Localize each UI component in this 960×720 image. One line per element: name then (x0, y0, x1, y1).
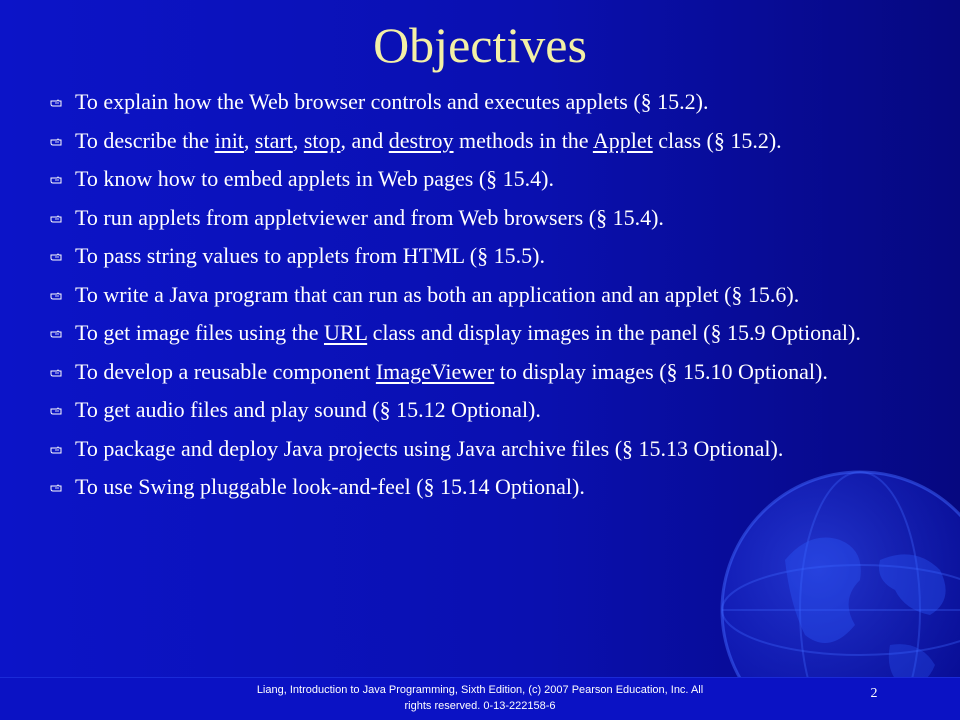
objective-item (50, 319, 930, 346)
code-term: stop (303, 127, 341, 153)
text-segment: to display images (§ 15.10 Optional). (494, 358, 828, 384)
text-segment: To write a Java program that can run as both an application and an applet (§ 15.6). (75, 281, 800, 307)
objective-item (50, 88, 930, 115)
text-segment: To describe the (75, 127, 215, 153)
pointing-hand-icon (50, 328, 62, 340)
code-term: URL (323, 320, 368, 345)
pointing-hand-icon (50, 251, 62, 263)
pointing-hand-icon (50, 136, 62, 148)
pointing-hand-icon (50, 290, 62, 302)
objective-text (75, 320, 861, 345)
objective-text (75, 205, 664, 230)
objective-item (50, 473, 930, 500)
text-segment: , (292, 127, 304, 153)
objective-item (50, 127, 930, 154)
text-segment: To package and deploy Java projects using Java archive files (§ 15.13 Optional). (75, 435, 784, 461)
objective-text (75, 89, 709, 114)
objective-item (50, 242, 930, 269)
objectives-list (50, 88, 930, 512)
text-segment: class and display images in the panel (§ 15.9 Optional). (367, 320, 861, 345)
objective-text (75, 397, 541, 422)
text-segment: methods in the (453, 127, 593, 153)
objective-item (50, 396, 930, 423)
pointing-hand-icon (50, 174, 62, 186)
text-segment: To get image files using the (75, 320, 324, 345)
code-term: start (254, 127, 293, 153)
objective-item (50, 165, 930, 192)
text-segment: , (243, 127, 255, 153)
pointing-hand-icon (50, 367, 62, 379)
footer-citation (180, 682, 780, 714)
pointing-hand-icon (50, 405, 62, 417)
code-term: init (214, 127, 244, 153)
objective-text (75, 166, 554, 191)
page-number: 2 (870, 686, 878, 701)
text-segment: To explain how the Web browser controls and executes applets (§ 15.2). (75, 89, 709, 114)
objective-text (75, 474, 585, 499)
objective-item (50, 435, 930, 462)
objective-text (75, 359, 828, 384)
code-term: ImageViewer (375, 358, 495, 384)
text-segment: To develop a reusable component (75, 358, 376, 384)
objective-text (75, 282, 799, 307)
text-segment: To pass string values to applets from HTML (§ 15.5). (75, 243, 545, 268)
pointing-hand-icon (50, 213, 62, 225)
objective-text (75, 243, 545, 268)
code-term: Applet (592, 127, 653, 153)
text-segment: , and (340, 127, 389, 153)
objective-item (50, 281, 930, 308)
footer-line-1: Liang, Introduction to Java Programming, Sixth Edition, (c) 2007 Pearson Education, Inc. All (256, 684, 704, 696)
slide-title: Objectives (373, 17, 587, 73)
pointing-hand-icon (50, 97, 62, 109)
objective-item (50, 204, 930, 231)
footer-line-2: rights reserved. 0-13-222158-6 (404, 700, 556, 712)
text-segment: To know how to embed applets in Web pages (§ 15.4). (75, 166, 554, 191)
text-segment: class (§ 15.2). (652, 127, 782, 153)
text-segment: To run applets from appletviewer and from Web browsers (§ 15.4). (75, 204, 664, 230)
pointing-hand-icon (50, 444, 62, 456)
code-term: destroy (388, 127, 454, 153)
objective-text (75, 436, 783, 461)
text-segment: To get audio files and play sound (§ 15.12 Optional). (75, 397, 541, 422)
objective-item (50, 358, 930, 385)
pointing-hand-icon (50, 482, 62, 494)
text-segment: To use Swing pluggable look-and-feel (§ 15.14 Optional). (75, 474, 585, 499)
objective-text (75, 128, 782, 153)
